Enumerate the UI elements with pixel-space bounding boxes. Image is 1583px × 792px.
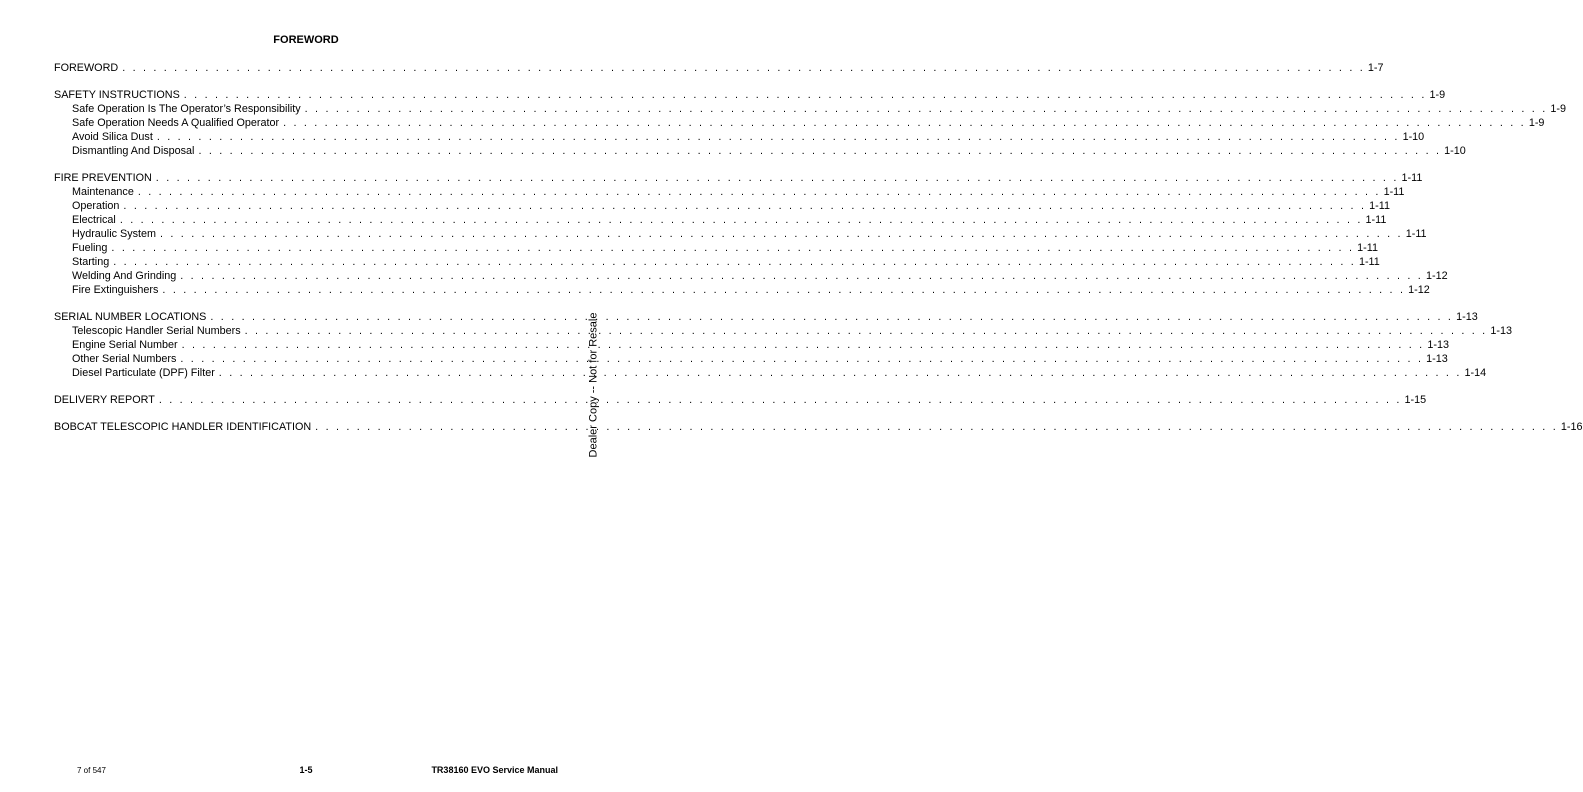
toc-section xyxy=(54,88,1566,158)
toc-entry-page: 1-11 xyxy=(1383,186,1405,198)
toc-entry-label: Dismantling And Disposal xyxy=(72,145,195,157)
toc-entry-label: Maintenance xyxy=(72,186,134,198)
toc-entry-label: SAFETY INSTRUCTIONS xyxy=(54,89,180,101)
toc-entry-label: SERIAL NUMBER LOCATIONS xyxy=(54,311,207,323)
toc-entry-4[interactable] xyxy=(54,393,1427,407)
dealer-copy-watermark: Dealer Copy -- Not for Resale xyxy=(587,312,600,458)
toc-subentry-2-2[interactable] xyxy=(54,213,1387,227)
toc-subentry-1-3[interactable] xyxy=(54,144,1466,158)
toc-entry-label: Welding And Grinding xyxy=(72,270,177,282)
toc-entry-label: Fueling xyxy=(72,242,108,254)
toc-entry-label: Starting xyxy=(72,256,110,268)
toc-entry-page: 1-10 xyxy=(1402,131,1425,143)
dot-leader: . . . . . . . . . . . . . . . . . . . . . . . . . . . . . . . . . . . . . . . . . . . . . . . . . . . . . . . . . . . . . . . . . . . . . . . . . . . . . . . . . . . . . . . . . . . . . . . . . . . . . . . . . . . . . . . . . . . . . . . . xyxy=(162,284,1406,296)
toc-entry-page: 1-11 xyxy=(1405,228,1427,240)
toc-subentry-1-1[interactable] xyxy=(54,116,1545,130)
toc-entry-page: 1-12 xyxy=(1425,270,1448,282)
toc-entry-label: FOREWORD xyxy=(54,62,119,74)
dot-leader: . . . . . . . . . . . . . . . . . . . . . . . . . . . . . . . . . . . . . . . . . . . . . . . . . . . . . . . . . . . . . . . . . . . . . . . . . . . . . . . . . . . . . . . . . . . . . . . . . . . . . . . . . . . . . . . . . . . . . . . . xyxy=(122,62,1365,74)
toc-subentry-1-2[interactable] xyxy=(54,130,1425,144)
toc-entry-2[interactable] xyxy=(54,171,1423,185)
dot-leader: . . . . . . . . . . . . . . . . . . . . . . . . . . . . . . . . . . . . . . . . . . . . . . . . . . . . . . . . . . . . . . . . . . . . . . . . . . . . . . . . . . . . . . . . . . . . . . . . . . . . . . . . . . . . . . . . . . . . . . . . xyxy=(113,256,1356,268)
toc-entry-page: 1-13 xyxy=(1490,325,1512,337)
toc-entry-label: BOBCAT TELESCOPIC HANDLER IDENTIFICATION xyxy=(54,421,312,433)
toc-subentry-3-1[interactable] xyxy=(54,338,1449,352)
dot-leader: . . . . . . . . . . . . . . . . . . . . . . . . . . . . . . . . . . . . . . . . . . . . . . . . . . . . . . . . . . . . . . . . . . . . . . . . . . . . . . . . . . . . . . . . . . . . . . . . . . . . . . . . . . . . . . . . . . . . . . . . xyxy=(198,145,1442,157)
dot-leader: . . . . . . . . . . . . . . . . . . . . . . . . . . . . . . . . . . . . . . . . . . . . . . . . . . . . . . . . . . . . . . . . . . . . . . . . . . . . . . . . . . . . . . . . . . . . . . . . . . . . . . . . . . . . . . . . . . . . . . . . xyxy=(244,325,1488,337)
dot-leader: . . . . . . . . . . . . . . . . . . . . . . . . . . . . . . . . . . . . . . . . . . . . . . . . . . . . . . . . . . . . . . . . . . . . . . . . . . . . . . . . . . . . . . . . . . . . . . . . . . . . . . . . . . . . . . . . . . . . . . . . xyxy=(218,367,1462,379)
toc-subentry-2-1[interactable] xyxy=(54,199,1390,213)
toc-subentry-3-0[interactable] xyxy=(54,324,1512,338)
dot-leader: . . . . . . . . . . . . . . . . . . . . . . . . . . . . . . . . . . . . . . . . . . . . . . . . . . . . . . . . . . . . . . . . . . . . . . . . . . . . . . . . . . . . . . . . . . . . . . . . . . . . . . . . . . . . . . . . . . . . . . . . xyxy=(180,270,1423,282)
dot-leader: . . . . . . . . . . . . . . . . . . . . . . . . . . . . . . . . . . . . . . . . . . . . . . . . . . . . . . . . . . . . . . . . . . . . . . . . . . . . . . . . . . . . . . . . . . . . . . . . . . . . . . . . . . . . . . . . . . . . . . . . xyxy=(304,103,1548,115)
toc-entry-label: Safe Operation Needs A Qualified Operator xyxy=(72,117,280,129)
toc-section xyxy=(54,171,1448,297)
toc-section xyxy=(54,61,1384,75)
toc-subentry-2-0[interactable] xyxy=(54,185,1405,199)
toc-subentry-2-5[interactable] xyxy=(54,255,1380,269)
toc-entry-1[interactable] xyxy=(54,88,1446,102)
toc-subentry-2-6[interactable] xyxy=(54,269,1448,283)
toc-entry-page: 1-12 xyxy=(1408,284,1430,296)
dot-leader: . . . . . . . . . . . . . . . . . . . . . . . . . . . . . . . . . . . . . . . . . . . . . . . . . . . . . . . . . . . . . . . . . . . . . . . . . . . . . . . . . . . . . . . . . . . . . . . . . . . . . . . . . . . . . . . . . . . . . . . . xyxy=(160,228,1403,240)
toc-subentry-1-0[interactable] xyxy=(54,102,1566,116)
toc-entry-page: 1-14 xyxy=(1464,367,1487,379)
toc-entry-label: Diesel Particulate (DPF) Filter xyxy=(72,367,215,379)
dot-leader: . . . . . . . . . . . . . . . . . . . . . . . . . . . . . . . . . . . . . . . . . . . . . . . . . . . . . . . . . . . . . . . . . . . . . . . . . . . . . . . . . . . . . . . . . . . . . . . . . . . . . . . . . . . . . . . . . . . . . . . . xyxy=(137,186,1381,198)
toc-entry-page: 1-16 xyxy=(1560,421,1583,433)
toc-subentry-3-2[interactable] xyxy=(54,352,1448,366)
footer-manual-title: TR38160 EVO Service Manual xyxy=(431,765,558,775)
toc-entry-page: 1-11 xyxy=(1365,214,1387,226)
dot-leader: . . . . . . . . . . . . . . . . . . . . . . . . . . . . . . . . . . . . . . . . . . . . . . . . . . . . . . . . . . . . . . . . . . . . . . . . . . . . . . . . . . . . . . . . . . . . . . . . . . . . . . . . . . . . . . . . . . . . . . . . xyxy=(155,172,1399,184)
toc-section xyxy=(54,420,1583,434)
dot-leader: . . . . . . . . . . . . . . . . . . . . . . . . . . . . . . . . . . . . . . . . . . . . . . . . . . . . . . . . . . . . . . . . . . . . . . . . . . . . . . . . . . . . . . . . . . . . . . . . . . . . . . . . . . . . . . . . . . . . . . . . xyxy=(180,353,1424,365)
toc-entry-page: 1-13 xyxy=(1426,353,1448,365)
toc-entry-page: 1-13 xyxy=(1456,311,1478,323)
dot-leader: . . . . . . . . . . . . . . . . . . . . . . . . . . . . . . . . . . . . . . . . . . . . . . . . . . . . . . . . . . . . . . . . . . . . . . . . . . . . . . . . . . . . . . . . . . . . . . . . . . . . . . . . . . . . . . . . . . . . . . . . xyxy=(315,421,1558,433)
toc-entry-label: Engine Serial Number xyxy=(72,339,178,351)
toc-entry-label: Other Serial Numbers xyxy=(72,353,177,365)
toc-entry-label: Electrical xyxy=(72,214,116,226)
footer-page-count: 7 of 547 xyxy=(77,766,106,775)
dot-leader: . . . . . . . . . . . . . . . . . . . . . . . . . . . . . . . . . . . . . . . . . . . . . . . . . . . . . . . . . . . . . . . . . . . . . . . . . . . . . . . . . . . . . . . . . . . . . . . . . . . . . . . . . . . . . . . . . . . . . . . . xyxy=(210,311,1454,323)
toc-entry-page: 1-11 xyxy=(1369,200,1390,212)
toc-entry-page: 1-11 xyxy=(1358,256,1380,268)
footer-page-number: 1-5 xyxy=(299,765,313,775)
toc-section xyxy=(54,393,1427,407)
toc-entry-label: Avoid Silica Dust xyxy=(72,131,153,143)
dot-leader: . . . . . . . . . . . . . . . . . . . . . . . . . . . . . . . . . . . . . . . . . . . . . . . . . . . . . . . . . . . . . . . . . . . . . . . . . . . . . . . . . . . . . . . . . . . . . . . . . . . . . . . . . . . . . . . . . . . . . . . . xyxy=(123,200,1367,212)
toc-entry-page: 1-10 xyxy=(1444,145,1466,157)
dot-leader: . . . . . . . . . . . . . . . . . . . . . . . . . . . . . . . . . . . . . . . . . . . . . . . . . . . . . . . . . . . . . . . . . . . . . . . . . . . . . . . . . . . . . . . . . . . . . . . . . . . . . . . . . . . . . . . . . . . . . . . . xyxy=(119,214,1363,226)
toc-entry-page: 1-9 xyxy=(1528,117,1545,129)
toc-entry-0[interactable] xyxy=(54,61,1384,75)
toc-entry-page: 1-9 xyxy=(1550,103,1566,115)
dot-leader: . . . . . . . . . . . . . . . . . . . . . . . . . . . . . . . . . . . . . . . . . . . . . . . . . . . . . . . . . . . . . . . . . . . . . . . . . . . . . . . . . . . . . . . . . . . . . . . . . . . . . . . . . . . . . . . . . . . . . . . . xyxy=(156,131,1400,143)
toc-entry-page: 1-15 xyxy=(1404,394,1427,406)
toc-section xyxy=(54,310,1512,380)
dot-leader: . . . . . . . . . . . . . . . . . . . . . . . . . . . . . . . . . . . . . . . . . . . . . . . . . . . . . . . . . . . . . . . . . . . . . . . . . . . . . . . . . . . . . . . . . . . . . . . . . . . . . . . . . . . . . . . . . . . . . . . . xyxy=(181,339,1425,351)
toc-entry-page: 1-13 xyxy=(1427,339,1449,351)
toc-entry-label: DELIVERY REPORT xyxy=(54,394,155,406)
toc-entry-label: Hydraulic System xyxy=(72,228,156,240)
toc-entry-label: Operation xyxy=(72,200,120,212)
toc-entry-label: Safe Operation Is The Operator’s Responsibility xyxy=(72,103,301,115)
toc-entry-label: Telescopic Handler Serial Numbers xyxy=(72,325,241,337)
dot-leader: . . . . . . . . . . . . . . . . . . . . . . . . . . . . . . . . . . . . . . . . . . . . . . . . . . . . . . . . . . . . . . . . . . . . . . . . . . . . . . . . . . . . . . . . . . . . . . . . . . . . . . . . . . . . . . . . . . . . . . . . xyxy=(183,89,1427,101)
toc-subentry-2-3[interactable] xyxy=(54,227,1427,241)
page-title: FOREWORD xyxy=(273,34,339,46)
toc-entry-label: Fire Extinguishers xyxy=(72,284,159,296)
toc-entry-5[interactable] xyxy=(54,420,1583,434)
dot-leader: . . . . . . . . . . . . . . . . . . . . . . . . . . . . . . . . . . . . . . . . . . . . . . . . . . . . . . . . . . . . . . . . . . . . . . . . . . . . . . . . . . . . . . . . . . . . . . . . . . . . . . . . . . . . . . . . . . . . . . . . xyxy=(283,117,1526,129)
toc-subentry-2-4[interactable] xyxy=(54,241,1378,255)
toc-entry-3[interactable] xyxy=(54,310,1478,324)
toc-entry-page: 1-11 xyxy=(1401,172,1423,184)
toc-entry-page: 1-11 xyxy=(1357,242,1378,254)
toc-entry-page: 1-9 xyxy=(1429,89,1446,101)
toc-entry-label: FIRE PREVENTION xyxy=(54,172,152,184)
toc-subentry-2-7[interactable] xyxy=(54,283,1430,297)
dot-leader: . . . . . . . . . . . . . . . . . . . . . . . . . . . . . . . . . . . . . . . . . . . . . . . . . . . . . . . . . . . . . . . . . . . . . . . . . . . . . . . . . . . . . . . . . . . . . . . . . . . . . . . . . . . . . . . . . . . . . . . . xyxy=(111,242,1355,254)
toc-entry-page: 1-7 xyxy=(1367,62,1384,74)
dot-leader: . . . . . . . . . . . . . . . . . . . . . . . . . . . . . . . . . . . . . . . . . . . . . . . . . . . . . . . . . . . . . . . . . . . . . . . . . . . . . . . . . . . . . . . . . . . . . . . . . . . . . . . . . . . . . . . . . . . . . . . . xyxy=(158,394,1402,406)
toc-subentry-3-3[interactable] xyxy=(54,366,1487,380)
